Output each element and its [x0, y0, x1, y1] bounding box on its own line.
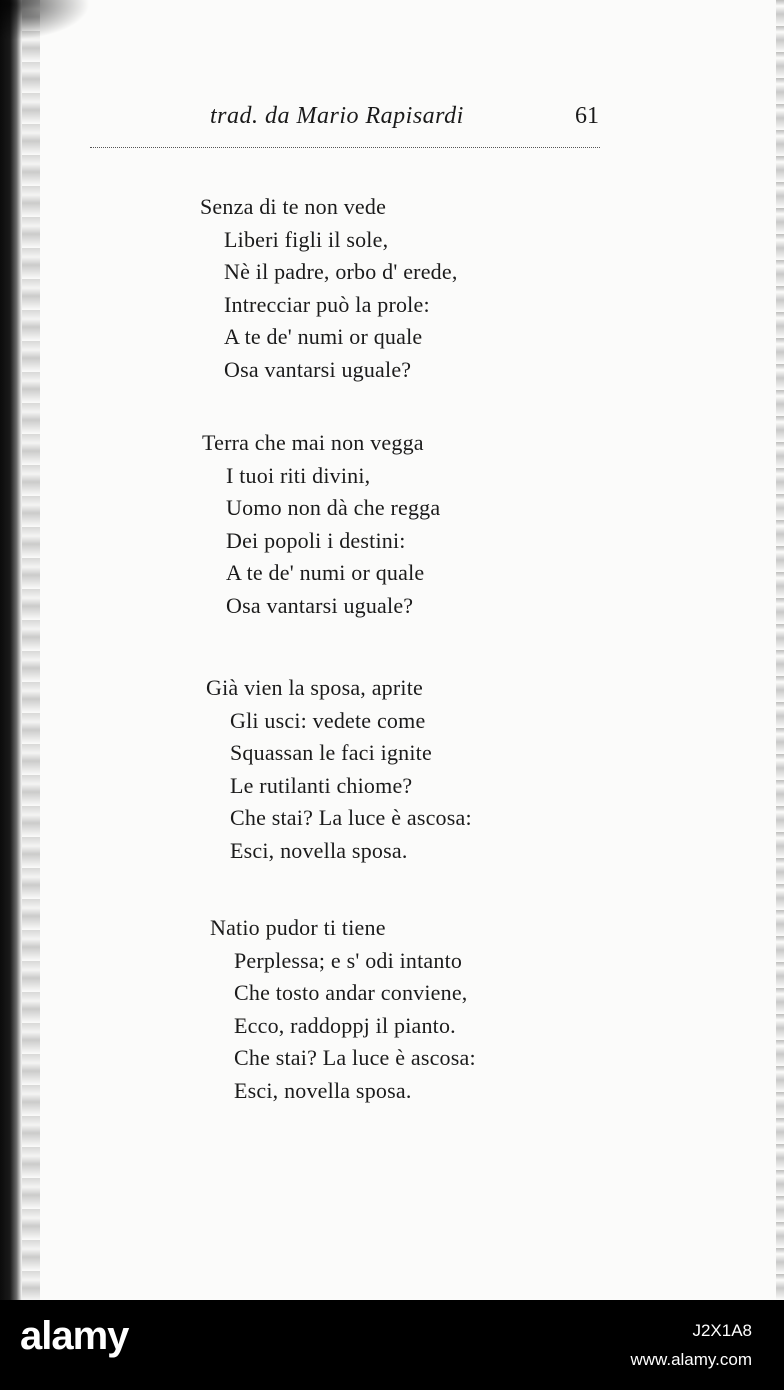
- watermark-url: www.alamy.com: [630, 1350, 752, 1369]
- image-id: J2X1A8: [692, 1321, 752, 1340]
- stanza-3: [206, 672, 472, 867]
- alamy-logo: alamy: [20, 1314, 129, 1358]
- verse-line: I tuoi riti divini,: [226, 462, 371, 488]
- verse-line: Che stai? La luce è ascosa:: [234, 1045, 476, 1070]
- scan-corner-smudge: [0, 0, 90, 40]
- verse-line: Che stai? La luce è ascosa:: [230, 805, 472, 830]
- verse-line: Osa vantarsi uguale?: [224, 356, 412, 382]
- verse-line: Esci, novella sposa.: [230, 837, 408, 863]
- scan-binding-noise: [22, 0, 40, 1300]
- verse-line: Nè il padre, orbo d' erede,: [224, 259, 458, 284]
- verse-line: Gli usci: vedete come: [230, 707, 426, 733]
- verse-line: Esci, novella sposa.: [234, 1077, 412, 1103]
- verse-line: Le rutilanti chiome?: [230, 772, 413, 798]
- verse-line: Perplessa; e s' odi intanto: [234, 947, 463, 973]
- verse-line: Dei popoli i destini:: [226, 527, 406, 553]
- running-head-title: trad. da Mario Rapisardi: [210, 103, 464, 129]
- verse-line: Già vien la sposa, aprite: [206, 675, 423, 700]
- scan-binding-shadow: [0, 0, 22, 1300]
- verse-line: Squassan le faci ignite: [230, 740, 432, 765]
- stanza-4: [210, 912, 476, 1107]
- verse-line: A te de' numi or quale: [226, 560, 425, 585]
- stanza-2: [202, 427, 440, 622]
- verse-line: A te de' numi or quale: [224, 324, 423, 349]
- scan-right-edge: [776, 0, 784, 1300]
- stanza-1: [200, 191, 458, 386]
- verse-line: Intrecciar può la prole:: [224, 291, 430, 317]
- verse-line: Osa vantarsi uguale?: [226, 592, 414, 618]
- verse-line: Liberi figli il sole,: [224, 226, 389, 252]
- verse-line: Natio pudor ti tiene: [210, 915, 386, 940]
- page-number: 61: [575, 103, 599, 129]
- running-head: [90, 103, 610, 143]
- verse-line: Che tosto andar conviene,: [234, 980, 468, 1005]
- verse-line: Terra che mai non vegga: [202, 430, 424, 455]
- verse-line: Uomo non dà che regga: [226, 495, 441, 520]
- verse-line: Ecco, raddoppj il pianto.: [234, 1012, 456, 1038]
- verse-line: Senza di te non vede: [200, 194, 387, 219]
- header-rule: [90, 147, 600, 148]
